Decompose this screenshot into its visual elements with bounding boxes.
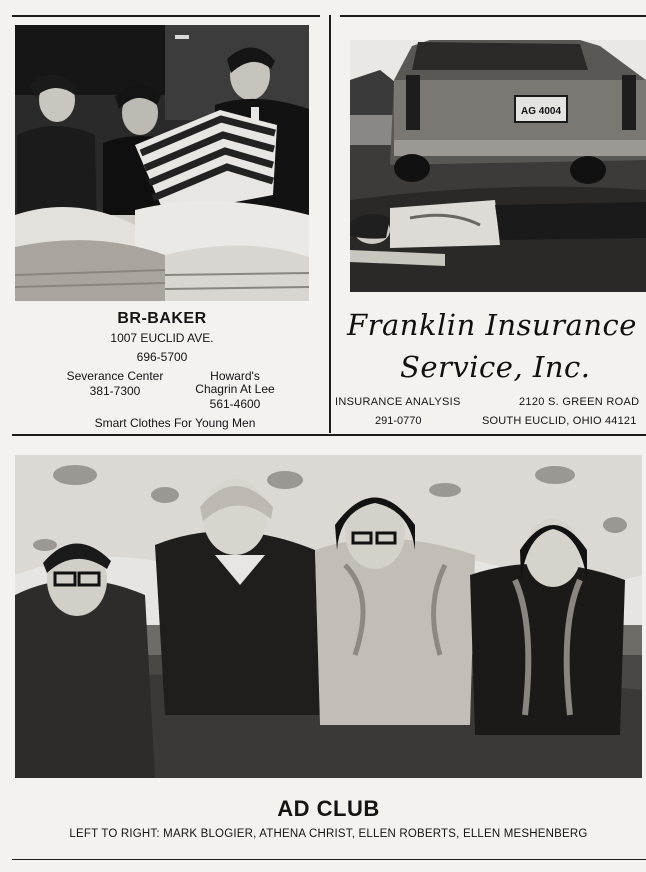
insurance-phone: 291-0770 (375, 415, 422, 427)
business-phone: 696-5700 (136, 350, 188, 364)
insurance-street: 2120 S. GREEN ROAD (519, 396, 640, 408)
insurance-logo-line2: Service, Inc. (400, 350, 591, 384)
ad-club-group-photo (15, 455, 642, 778)
club-caption: LEFT TO RIGHT: MARK BLOGIER, ATHENA CHRIST, ELLEN ROBERTS, ELLEN MESHENBERG (69, 828, 588, 840)
car-accident-photo (350, 40, 646, 292)
bottom-rule (12, 859, 646, 860)
location1-phone: 381-7300 (89, 384, 141, 398)
clothing-store-photo (15, 25, 309, 301)
business-name: BR-BAKER (117, 310, 207, 327)
location2-address: Chagrin At Lee (195, 382, 275, 396)
ad-divider-vertical (329, 15, 331, 433)
business-address: 1007 EUCLID AVE. (110, 331, 214, 345)
location2-name: Howard's (210, 369, 260, 383)
insurance-city: SOUTH EUCLID, OHIO 44121 (482, 415, 637, 427)
insurance-logo-line1: Franklin Insurance (347, 308, 637, 342)
top-rule-left (12, 15, 320, 17)
location1-name: Severance Center (66, 369, 164, 383)
top-rule-right (340, 15, 646, 17)
insurance-service: INSURANCE ANALYSIS (335, 396, 461, 408)
location2-phone: 561-4600 (209, 397, 261, 411)
club-title: AD CLUB (277, 796, 380, 821)
license-plate: AG 4004 (520, 106, 562, 117)
business-slogan: Smart Clothes For Young Men (94, 416, 256, 430)
section-rule (12, 434, 646, 436)
